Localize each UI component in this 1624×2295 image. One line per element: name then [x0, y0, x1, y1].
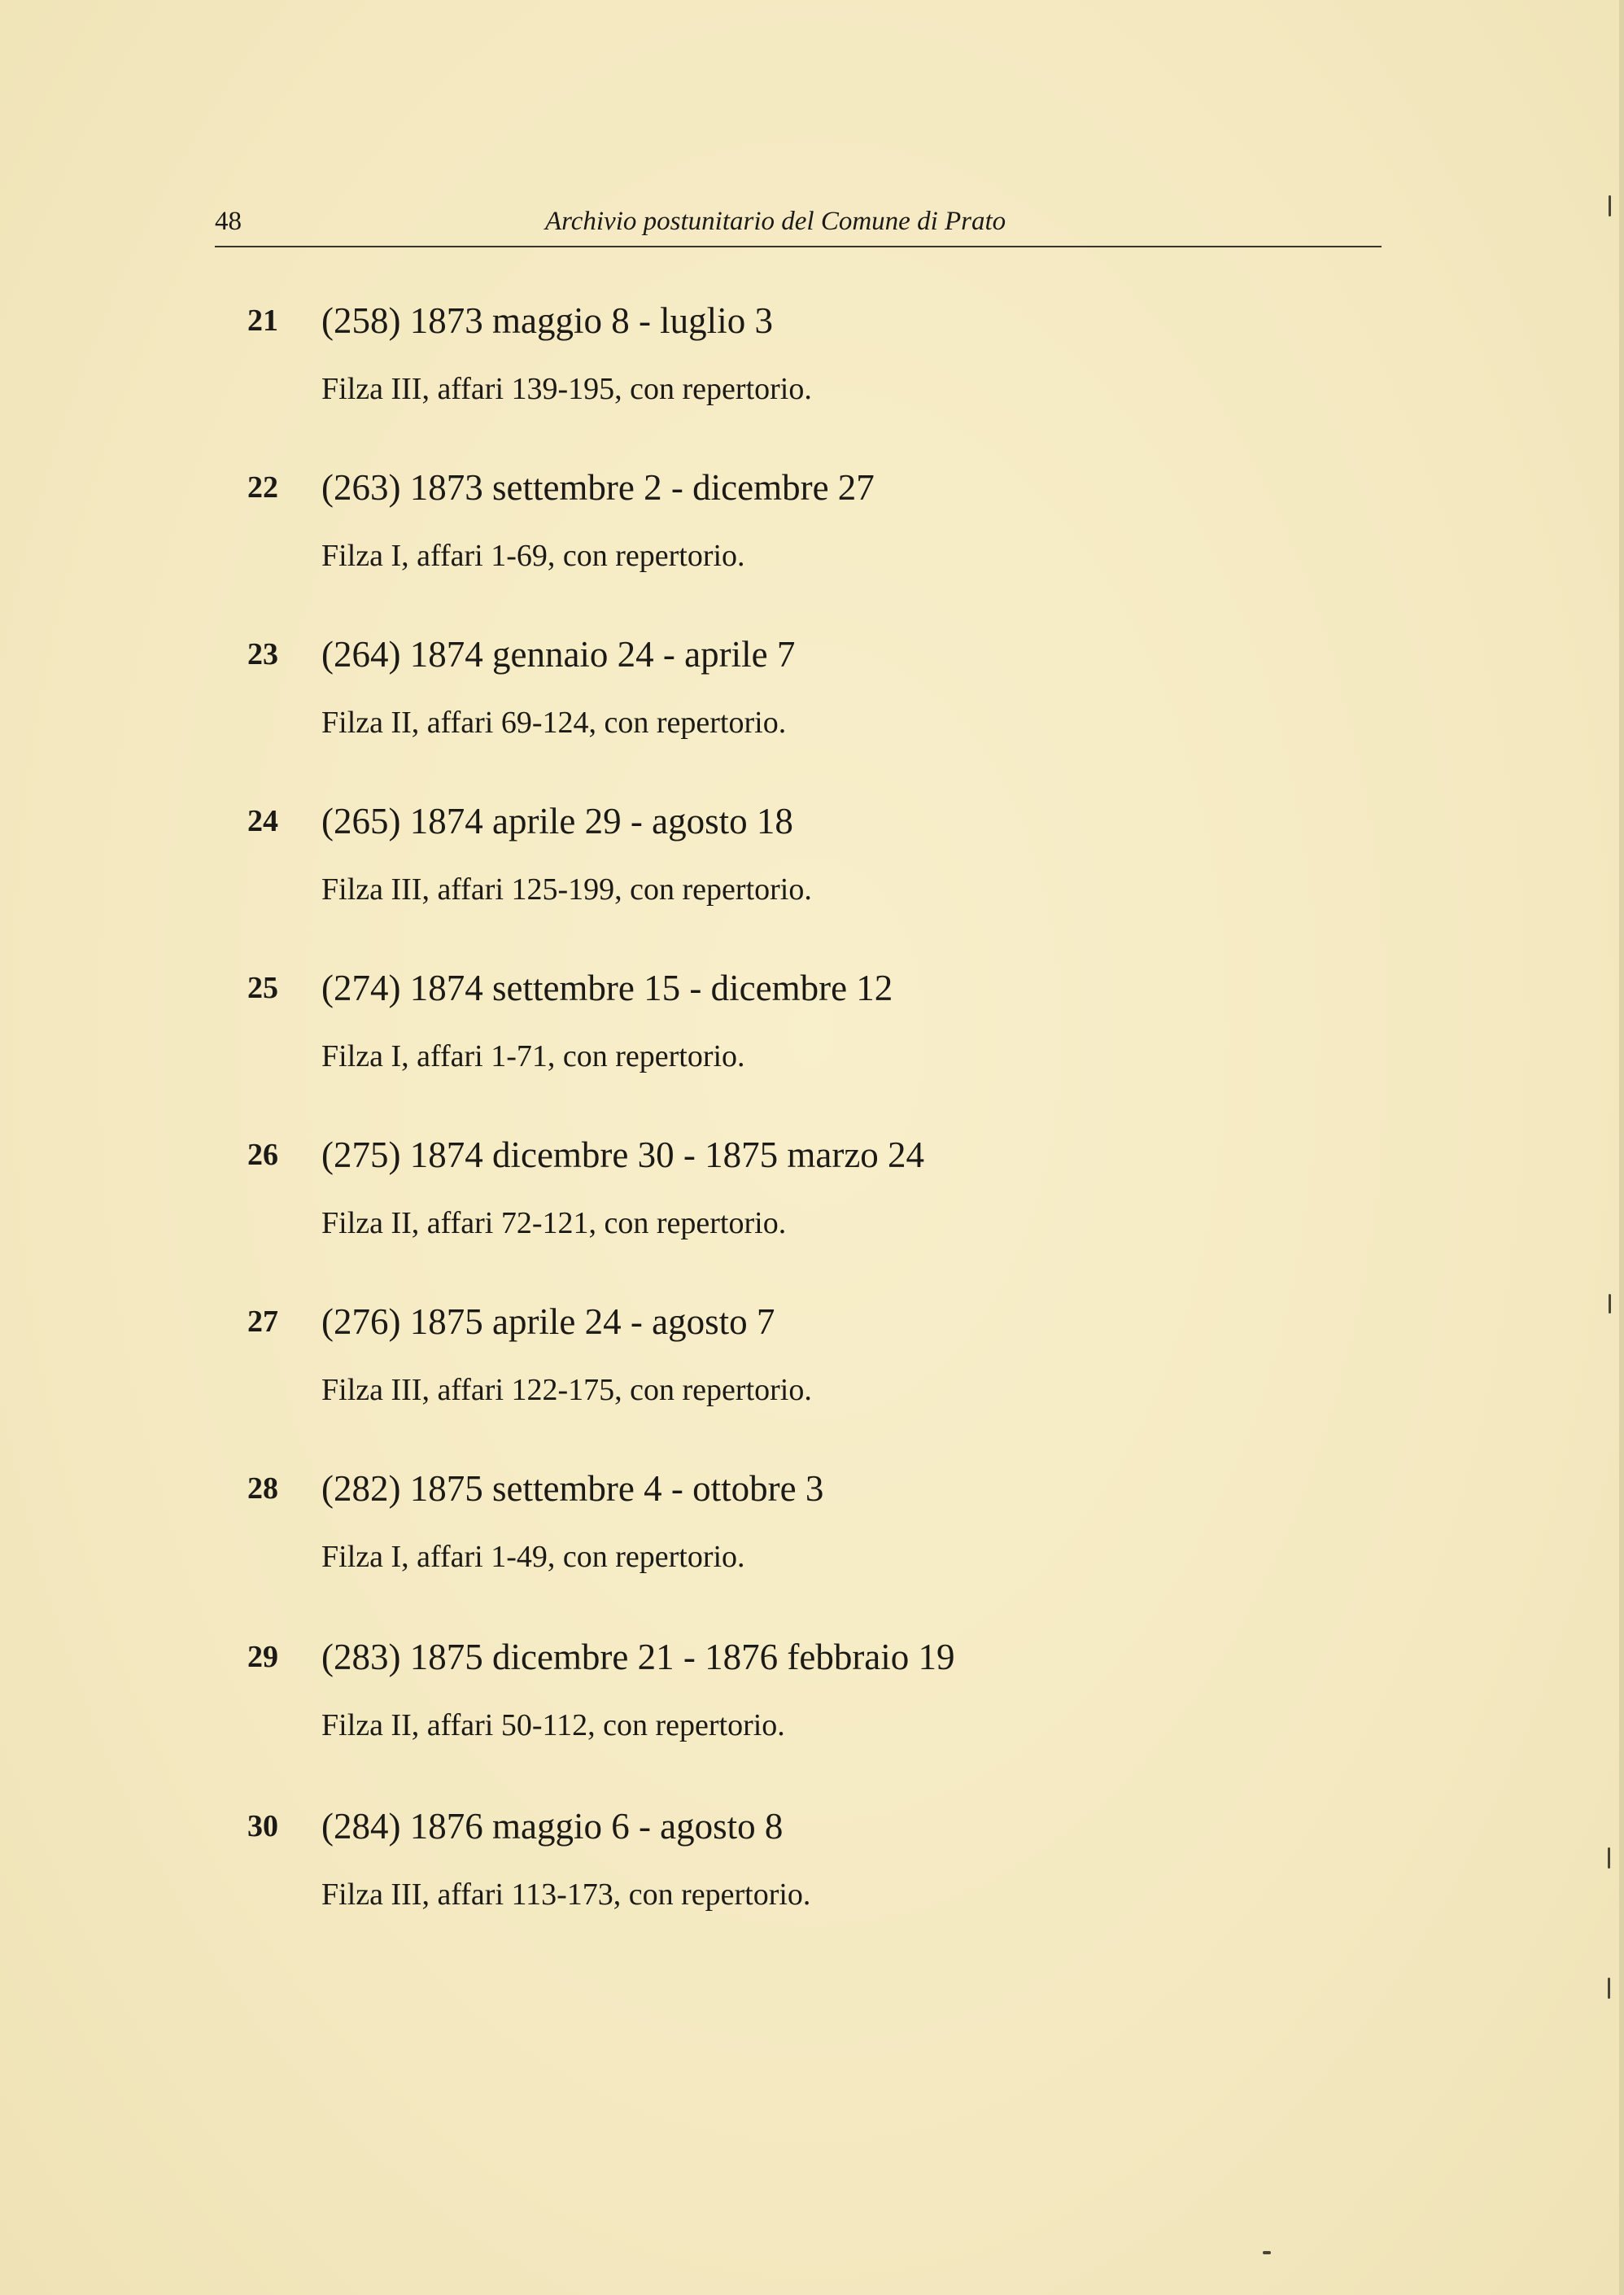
entry-number: 28: [247, 1471, 278, 1506]
entry-description: Filza I, affari 1-69, con repertorio.: [321, 539, 745, 573]
entry-number: 25: [247, 971, 278, 1005]
entry-description: Filza III, affari 122-175, con repertorio.: [321, 1373, 812, 1407]
entry-description: Filza II, affari 50-112, con repertorio.: [321, 1708, 785, 1742]
page-number: 48: [215, 207, 242, 236]
paper-mark: [1609, 1294, 1611, 1314]
entry-description: Filza II, affari 72-121, con repertorio.: [321, 1206, 787, 1240]
entry-title: (276) 1875 aprile 24 - agosto 7: [321, 1301, 775, 1342]
running-title: Archivio postunitario del Comune di Prato: [545, 207, 1006, 236]
entry-title: (258) 1873 maggio 8 - luglio 3: [321, 300, 773, 341]
archive-entry: [0, 1135, 1624, 1298]
entry-number: 24: [247, 804, 278, 838]
entry-title: (283) 1875 dicembre 21 - 1876 febbraio 19: [321, 1637, 955, 1677]
entry-description: Filza III, affari 139-195, con repertorio.: [321, 372, 812, 406]
entry-number: 29: [247, 1640, 278, 1674]
paper-mark: [1608, 1978, 1610, 1999]
entry-number: 21: [247, 304, 278, 338]
archive-entry: [0, 802, 1624, 964]
entry-title: (264) 1874 gennaio 24 - aprile 7: [321, 634, 796, 675]
entry-number: 26: [247, 1138, 278, 1172]
entry-description: Filza I, affari 1-49, con repertorio.: [321, 1540, 745, 1574]
entry-number: 22: [247, 470, 278, 505]
entry-description: Filza I, affari 1-71, con repertorio.: [321, 1039, 745, 1073]
archive-entry: [0, 1469, 1624, 1632]
archive-entry: [0, 635, 1624, 798]
paper-mark: [1263, 2251, 1271, 2254]
entry-title: (263) 1873 settembre 2 - dicembre 27: [321, 467, 875, 508]
entry-title: (275) 1874 dicembre 30 - 1875 marzo 24: [321, 1134, 925, 1175]
archive-entry: [0, 968, 1624, 1131]
archive-entry: [0, 468, 1624, 631]
entry-number: 23: [247, 637, 278, 671]
paper-mark: [1608, 1847, 1610, 1869]
entry-title: (284) 1876 maggio 6 - agosto 8: [321, 1806, 784, 1847]
archive-entry: [0, 301, 1624, 464]
archive-entry: [0, 1637, 1624, 1800]
entry-number: 27: [247, 1305, 278, 1339]
page-header: [215, 202, 1382, 247]
archive-entry: [0, 1807, 1624, 1969]
entry-title: (282) 1875 settembre 4 - ottobre 3: [321, 1468, 824, 1509]
entry-description: Filza II, affari 69-124, con repertorio.: [321, 706, 787, 740]
entry-title: (265) 1874 aprile 29 - agosto 18: [321, 801, 793, 842]
entry-description: Filza III, affari 113-173, con repertorio.: [321, 1878, 811, 1912]
archive-entry: [0, 1302, 1624, 1465]
entry-number: 30: [247, 1809, 278, 1843]
paper-mark: [1609, 195, 1611, 216]
entry-description: Filza III, affari 125-199, con repertorio.: [321, 872, 812, 907]
entry-title: (274) 1874 settembre 15 - dicembre 12: [321, 968, 893, 1008]
